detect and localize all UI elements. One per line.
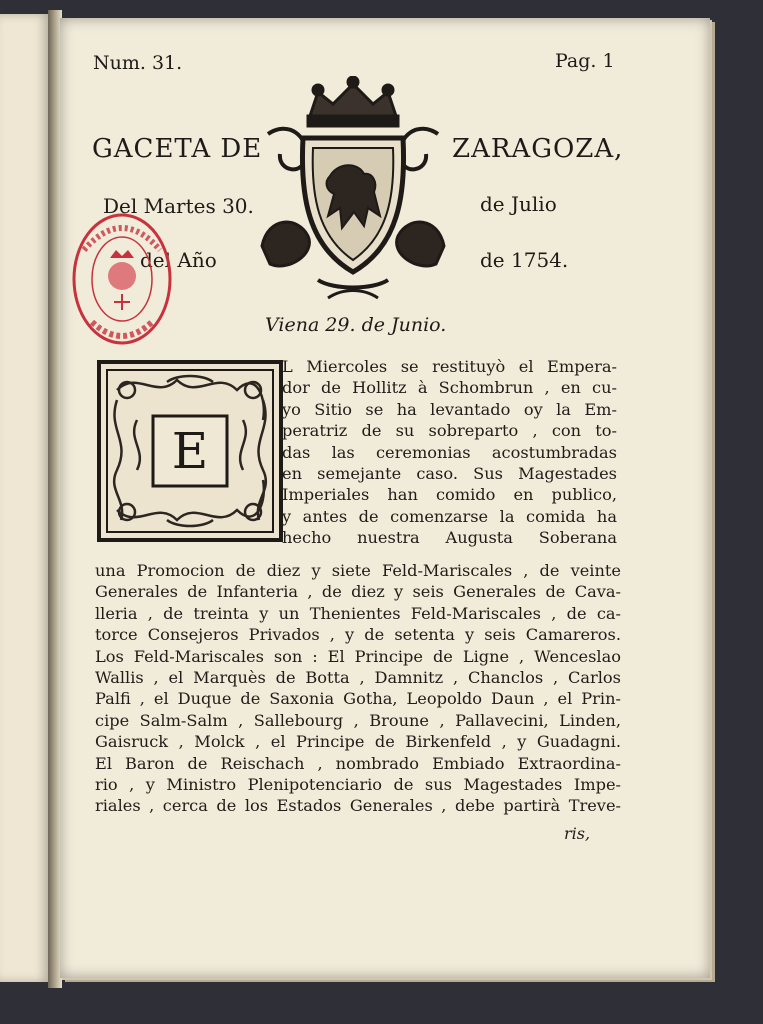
coat-of-arms-icon xyxy=(258,76,448,308)
text-line: hecho nuestra Augusta Soberana xyxy=(282,528,617,548)
text-line: das las ceremonias acostumbradas xyxy=(282,442,617,462)
title-left: GACETA DE xyxy=(92,134,263,164)
text-line: Los Feld-Mariscales son : El Principe de Ligne , Wenceslao xyxy=(95,646,621,666)
text-line: cipe Salm-Salm , Sallebourg , Broune , Pallavecini, Linden, xyxy=(95,710,621,730)
issue-number: Num. 31. xyxy=(93,52,183,74)
text-line: Imperiales han comido en publico, xyxy=(282,485,617,505)
gazette-page xyxy=(60,18,710,978)
text-line: Wallis , el Marquès de Botta , Damnitz , Chanclos , Carlos xyxy=(95,667,621,687)
text-line: una Promocion de diez y siete Feld-Mariscales , de veinte xyxy=(95,561,621,580)
date-month: de Julio xyxy=(480,192,557,216)
text-line: Gaisruck , Molck , el Principe de Birkenfeld , y Guadagni. xyxy=(95,732,621,752)
dateline: Viena 29. de Junio. xyxy=(265,314,447,336)
text-line: Palfi , el Duque de Saxonia Gotha, Leopoldo Daun , el Prin- xyxy=(95,689,621,709)
date-year: de 1754. xyxy=(480,248,569,272)
title-right: ZARAGOZA, xyxy=(452,134,624,164)
text-line: lleria , de treinta y un Thenientes Feld-Mariscales , de ca- xyxy=(95,603,621,623)
text-line: rio , y Ministro Plenipotenciario de sus Magestades Impe- xyxy=(95,774,621,794)
library-stamp-icon xyxy=(70,210,174,348)
decorated-initial xyxy=(97,360,283,542)
text-line: yo Sitio se ha levantado oy la Em- xyxy=(282,399,617,419)
left-page-edge xyxy=(0,14,51,982)
initial-letter: E xyxy=(171,422,209,480)
date-year-label: del Año xyxy=(140,248,217,272)
text-line: en semejante caso. Sus Magestades xyxy=(282,463,617,483)
text-line: peratriz de su sobreparto , con to- xyxy=(282,421,617,441)
text-line: Generales de Infanteria , de diez y seis Generales de Cava- xyxy=(95,582,621,602)
text-line: dor de Hollitz à Schombrun , en cu- xyxy=(282,378,617,398)
text-line: torce Consejeros Privados , y de setenta y seis Camareros. xyxy=(95,625,621,645)
text-line: El Baron de Reischach , nombrado Embiado Extraordina- xyxy=(95,753,621,773)
date-day: Del Martes 30. xyxy=(103,194,254,218)
page-number: Pag. 1 xyxy=(555,50,615,72)
text-line: riales , cerca de los Estados Generales , debe partirà Treve- xyxy=(95,796,621,816)
article-intro xyxy=(282,356,617,549)
text-line: y antes de comenzarse la comida ha xyxy=(282,506,617,526)
catchword: ris, xyxy=(564,824,591,843)
text-line: L Miercoles se restituyò el Empera- xyxy=(282,357,617,376)
article-body xyxy=(95,560,621,817)
